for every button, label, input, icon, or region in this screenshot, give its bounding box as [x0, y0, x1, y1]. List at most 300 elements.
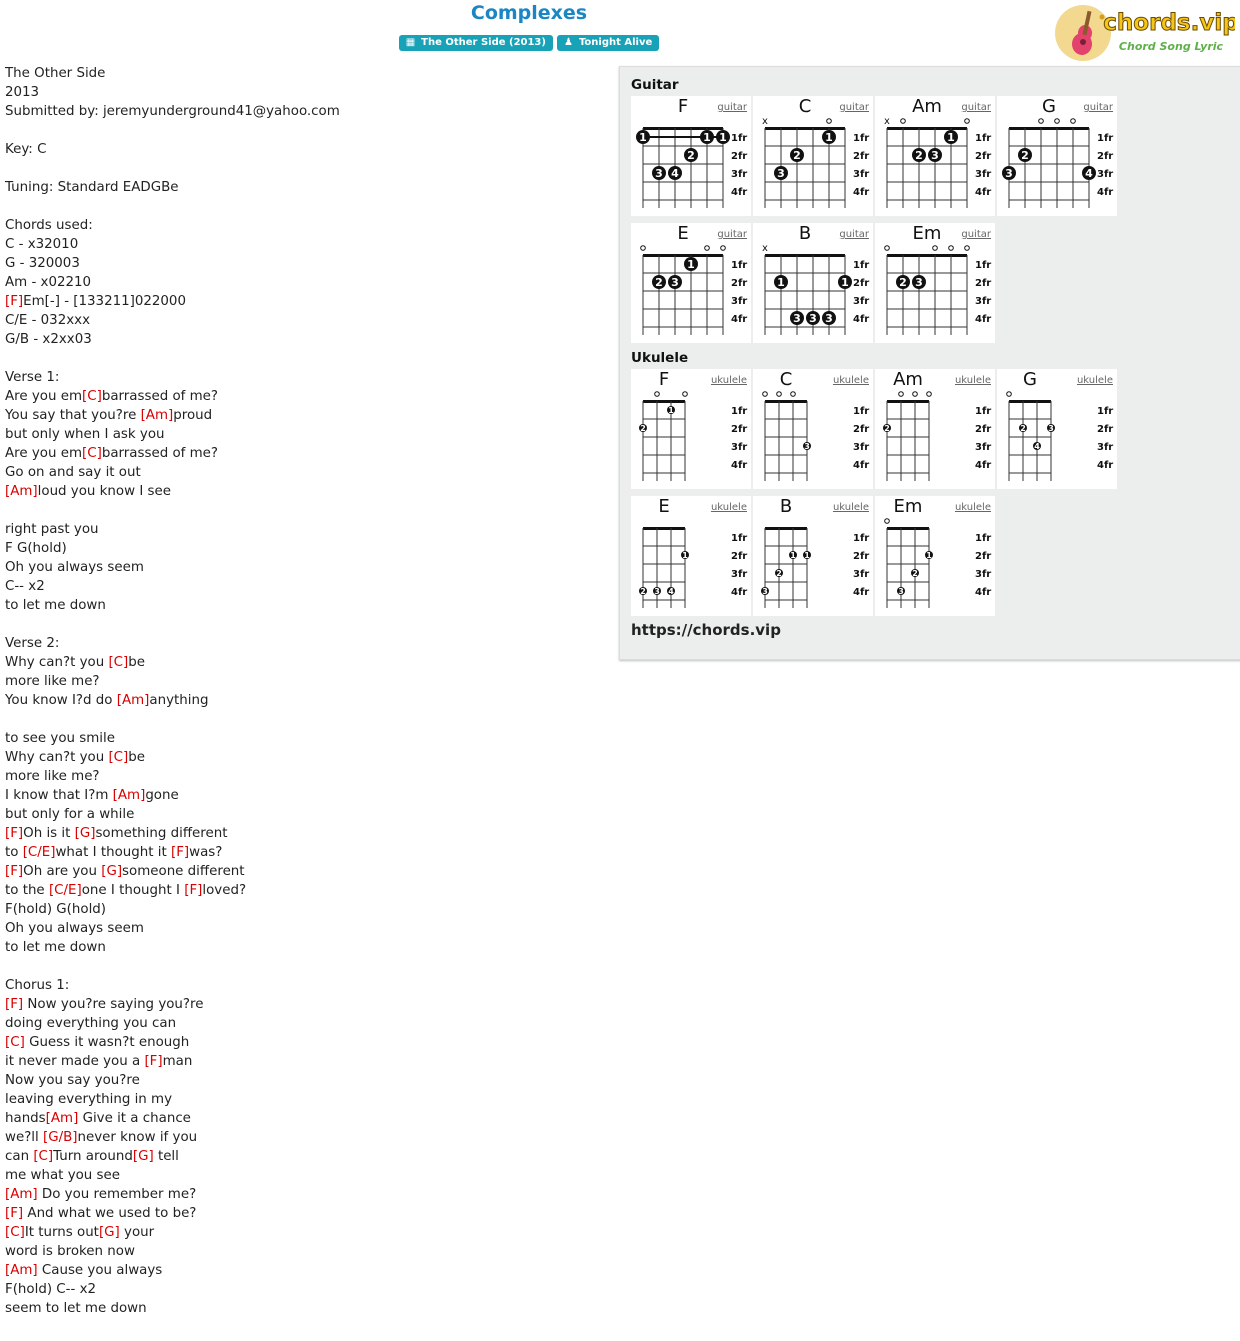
chord-marker[interactable]: [F] [5, 864, 24, 879]
chord-card[interactable] [997, 96, 1117, 216]
nut-line [1009, 400, 1051, 403]
lyric-line [5, 824, 605, 843]
finger-number: 2 [1021, 149, 1029, 162]
lyric-line [5, 767, 605, 786]
nut-line [765, 527, 807, 530]
fret-label: 3fr [731, 569, 748, 580]
finger-number: 3 [671, 276, 679, 289]
logo-wordmark: chords.vip [1103, 10, 1235, 36]
tag-bar [0, 35, 1058, 51]
finger-number: 2 [640, 424, 646, 433]
fret-label: 3fr [975, 442, 992, 453]
finger-number: 3 [762, 587, 768, 596]
finger-number: 3 [655, 167, 663, 180]
finger-number: 4 [671, 167, 679, 180]
lyric-line [5, 292, 605, 311]
lyric-text: hands [5, 1111, 46, 1126]
instrument-link[interactable]: ukulele [832, 375, 869, 386]
chord-marker[interactable]: [Am] [5, 1187, 38, 1202]
nut-line [887, 527, 929, 530]
chord-marker[interactable]: [C/E] [48, 883, 82, 898]
lyric-text: Am - x02210 [5, 275, 92, 290]
lyric-text: someone different [122, 864, 245, 879]
open-string-marker [965, 119, 970, 124]
fret-label: 3fr [853, 442, 870, 453]
lyric-text: Why can?t you [5, 655, 109, 670]
finger-number: 4 [668, 587, 674, 596]
open-string-marker [901, 119, 906, 124]
fret-label: 2fr [731, 424, 748, 435]
chord-card[interactable] [875, 496, 995, 616]
chord-marker[interactable]: [C] [108, 655, 129, 670]
lyric-line [5, 406, 605, 425]
open-string-marker [641, 246, 646, 251]
lyric-text: what I thought it [55, 845, 171, 860]
lyric-text: Key: C [5, 142, 47, 157]
chord-marker[interactable]: [F] [144, 1054, 163, 1069]
lyric-line [5, 425, 605, 444]
fret-label: 1fr [975, 133, 992, 144]
chord-marker[interactable]: [G] [74, 826, 96, 841]
fret-label: 3fr [731, 442, 748, 453]
lyric-text: to let me down [5, 940, 106, 955]
lyric-text: And what we used to be? [23, 1206, 197, 1221]
instrument-link[interactable]: ukulele [954, 502, 991, 513]
finger-number: 1 [841, 276, 849, 289]
lyric-text: to [5, 845, 23, 860]
chord-card[interactable] [631, 369, 751, 489]
lyric-text: leaving everything in my [5, 1092, 173, 1107]
chord-marker[interactable]: [C/E] [22, 845, 56, 860]
lyric-text: me what you see [5, 1168, 121, 1183]
chord-name: C [798, 96, 812, 117]
chord-marker[interactable]: [F] [5, 1206, 24, 1221]
album-tag[interactable] [399, 35, 553, 51]
chord-card[interactable] [753, 223, 873, 343]
lyric-line [5, 254, 605, 273]
chord-marker[interactable]: [C] [5, 1225, 25, 1240]
lyric-text: Chords used: [5, 218, 93, 233]
lyric-line [5, 729, 605, 748]
chord-name: Am [893, 369, 923, 390]
instrument-link[interactable]: ukulele [832, 502, 869, 513]
lyric-text: right past you [5, 522, 99, 537]
lyric-text: Do you remember me? [37, 1187, 197, 1202]
chord-card[interactable] [753, 496, 873, 616]
lyric-line [5, 444, 605, 463]
lyrics-body [5, 64, 605, 1318]
chord-card[interactable] [997, 369, 1117, 489]
lyric-text: Chorus 1: [5, 978, 70, 993]
lyric-text: to let me down [5, 598, 106, 613]
lyric-line [5, 862, 605, 881]
open-string-marker [827, 119, 832, 124]
lyric-text: F G(hold) [5, 541, 67, 556]
open-string-marker [1039, 119, 1044, 124]
open-string-marker [927, 392, 932, 397]
chord-name: G [1023, 369, 1037, 390]
instrument-link[interactable]: guitar [717, 229, 747, 240]
lyric-line [5, 1261, 605, 1280]
chord-marker[interactable]: [C] [33, 1149, 54, 1164]
lyric-text: You say that you?re [5, 408, 141, 423]
fret-label: 3fr [731, 169, 748, 180]
open-string-marker [791, 392, 796, 397]
finger-number: 1 [668, 406, 674, 415]
lyric-line [5, 653, 605, 672]
lyric-line [5, 634, 605, 653]
finger-number: 4 [1034, 442, 1040, 451]
muted-string-marker: x [762, 116, 768, 127]
instrument-link[interactable]: guitar [839, 229, 869, 240]
chord-card[interactable] [631, 223, 751, 343]
fret-label: 4fr [975, 460, 992, 471]
lyric-text: Turn around [53, 1149, 133, 1164]
lyric-line [5, 216, 605, 235]
lyric-line [5, 140, 605, 159]
lyric-text: seem to let me down [5, 1301, 147, 1316]
lyric-line [5, 995, 605, 1014]
lyric-text: anything [149, 693, 209, 708]
fret-label: 2fr [853, 151, 870, 162]
chord-marker[interactable]: [Am] [140, 408, 174, 423]
fret-label: 3fr [1097, 169, 1114, 180]
finger-number: 1 [790, 551, 796, 560]
fret-label: 3fr [853, 296, 870, 307]
lyric-line [5, 64, 605, 83]
lyric-line [5, 672, 605, 691]
lyric-line [5, 615, 605, 634]
lyric-line [5, 1166, 605, 1185]
finger-number: 2 [776, 569, 782, 578]
album-tag-label: The Other Side (2013) [421, 37, 546, 48]
lyric-text: your [119, 1225, 155, 1240]
open-string-marker [949, 246, 954, 251]
lyric-text: can [5, 1149, 34, 1164]
fret-label: 2fr [853, 551, 870, 562]
fret-label: 4fr [1097, 460, 1114, 471]
lyric-line [5, 121, 605, 140]
lyric-line [5, 311, 605, 330]
lyric-text: Oh are you [23, 864, 102, 879]
fret-label: 1fr [1097, 133, 1114, 144]
chord-marker[interactable]: [Am] [116, 693, 150, 708]
fret-label: 1fr [853, 406, 870, 417]
lyric-text: F(hold) C-- x2 [5, 1282, 97, 1297]
chord-card[interactable] [631, 496, 751, 616]
lyric-line [5, 938, 605, 957]
fret-label: 4fr [975, 587, 992, 598]
fret-label: 4fr [731, 460, 748, 471]
lyric-line [5, 1014, 605, 1033]
finger-number: 2 [640, 587, 646, 596]
chord-marker[interactable]: [G/B] [43, 1130, 78, 1145]
lyric-text: more like me? [5, 674, 100, 689]
chord-marker[interactable]: [C] [82, 446, 102, 461]
muted-string-marker: x [884, 116, 890, 127]
finger-number: 2 [1020, 424, 1026, 433]
chord-marker[interactable]: [F] [5, 826, 24, 841]
lyric-line [5, 330, 605, 349]
lyric-text: F(hold) G(hold) [5, 902, 107, 917]
lyric-line [5, 1071, 605, 1090]
finger-number: 1 [639, 131, 647, 144]
instrument-link[interactable]: guitar [717, 102, 747, 113]
fret-label: 1fr [731, 406, 748, 417]
fret-label: 4fr [975, 187, 992, 198]
lyric-text: I know that I?m [5, 788, 113, 803]
open-string-marker [885, 246, 890, 251]
open-string-marker [683, 392, 688, 397]
nut-line [765, 400, 807, 403]
fret-label: 4fr [853, 587, 870, 598]
finger-number: 3 [793, 312, 801, 325]
instrument-link[interactable]: ukulele [954, 375, 991, 386]
finger-number: 1 [687, 258, 695, 271]
chord-name: B [779, 496, 793, 517]
lyric-text: Tuning: Standard EADGBe [5, 180, 179, 195]
lyric-line [5, 976, 605, 995]
finger-number: 3 [825, 312, 833, 325]
finger-number: 1 [703, 131, 711, 144]
chord-card[interactable] [753, 96, 873, 216]
lyric-text: be [128, 750, 145, 765]
lyric-line [5, 159, 605, 178]
lyric-text: something different [95, 826, 228, 841]
instrument-link[interactable]: guitar [839, 102, 869, 113]
fret-label: 4fr [853, 314, 870, 325]
chord-card[interactable] [875, 369, 995, 489]
lyric-line [5, 558, 605, 577]
lyric-line [5, 1185, 605, 1204]
fret-label: 2fr [975, 551, 992, 562]
chord-marker[interactable]: [Am] [5, 484, 38, 499]
fret-label: 3fr [975, 569, 992, 580]
nut-line [643, 527, 685, 530]
lyric-text: Oh you always seem [5, 560, 144, 575]
lyric-line [5, 1052, 605, 1071]
lyric-line [5, 1033, 605, 1052]
chord-marker[interactable]: [C] [108, 750, 129, 765]
finger-number: 2 [655, 276, 663, 289]
lyric-text: proud [173, 408, 213, 423]
lyric-text: Cause you always [37, 1263, 163, 1278]
finger-number: 3 [915, 276, 923, 289]
fret-label: 1fr [731, 533, 748, 544]
site-url[interactable]: https://chords.vip [631, 621, 781, 639]
chord-marker[interactable]: [C] [5, 1035, 25, 1050]
finger-number: 3 [898, 587, 904, 596]
instrument-link[interactable]: ukulele [710, 502, 747, 513]
open-string-marker [655, 392, 660, 397]
lyric-text: was? [189, 845, 223, 860]
lyric-line [5, 273, 605, 292]
lyric-text: Are you em [5, 389, 83, 404]
lyric-line [5, 368, 605, 387]
lyric-text: Verse 1: [5, 370, 60, 385]
lyric-text: it never made you a [5, 1054, 145, 1069]
chord-card[interactable] [753, 369, 873, 489]
lyric-text: Give it a chance [78, 1111, 191, 1126]
chord-card[interactable] [875, 96, 995, 216]
fret-label: 1fr [853, 260, 870, 271]
chord-marker[interactable]: [F] [5, 997, 24, 1012]
chord-marker[interactable]: [C] [82, 389, 102, 404]
chord-panel [619, 66, 1240, 660]
finger-number: 1 [825, 131, 833, 144]
fret-label: 1fr [731, 133, 748, 144]
chord-marker[interactable]: [G] [132, 1149, 154, 1164]
lyric-text: we?ll [5, 1130, 43, 1145]
lyric-text: tell [153, 1149, 179, 1164]
lyric-line [5, 1109, 605, 1128]
lyric-text: Submitted by: jeremyunderground41@yahoo.com [5, 104, 340, 119]
lyric-line [5, 881, 605, 900]
lyric-line [5, 178, 605, 197]
open-string-marker [933, 246, 938, 251]
chord-name: F [658, 369, 670, 390]
lyric-line [5, 1147, 605, 1166]
instrument-link[interactable]: guitar [961, 102, 991, 113]
fret-label: 3fr [975, 296, 992, 307]
fret-label: 1fr [975, 406, 992, 417]
lyric-text: Why can?t you [5, 750, 109, 765]
chord-name: B [798, 223, 812, 244]
fret-label: 4fr [1097, 187, 1114, 198]
user-icon: ♟ [563, 37, 573, 48]
lyric-text: C-- x2 [5, 579, 45, 594]
fret-label: 2fr [853, 424, 870, 435]
instrument-link[interactable]: guitar [961, 229, 991, 240]
lyric-line [5, 748, 605, 767]
finger-number: 2 [912, 569, 918, 578]
fret-label: 4fr [853, 460, 870, 471]
lyric-text: Oh is it [23, 826, 75, 841]
lyric-text: word is broken now [5, 1244, 135, 1259]
fret-label: 1fr [853, 133, 870, 144]
lyric-line [5, 501, 605, 520]
lyric-text: more like me? [5, 769, 100, 784]
open-string-marker [705, 246, 710, 251]
lyric-line [5, 1299, 605, 1318]
chord-card[interactable] [631, 96, 751, 216]
nut-line [887, 254, 967, 257]
lyric-text: barrassed of me? [101, 389, 219, 404]
chord-marker[interactable]: [F] [170, 845, 190, 860]
chord-marker[interactable]: [F] [184, 883, 203, 898]
chord-name: E [677, 223, 689, 244]
chord-name: F [677, 96, 689, 117]
fret-label: 4fr [731, 587, 748, 598]
fret-label: 2fr [975, 151, 992, 162]
fret-label: 2fr [1097, 424, 1114, 435]
song-title: Complexes [470, 2, 588, 24]
lyric-text: C - x32010 [5, 237, 79, 252]
artist-tag[interactable] [557, 35, 659, 51]
muted-string-marker: x [762, 243, 768, 254]
open-string-marker [1055, 119, 1060, 124]
chord-card[interactable] [875, 223, 995, 343]
chord-name: G [1042, 96, 1056, 117]
chord-marker[interactable]: [Am] [5, 1263, 38, 1278]
lyric-line [5, 843, 605, 862]
lyric-text: Are you em [5, 446, 83, 461]
section-heading-ukulele: Ukulele [631, 350, 689, 366]
nut-line [765, 127, 845, 130]
fret-label: 3fr [853, 569, 870, 580]
instrument-link[interactable]: ukulele [1076, 375, 1113, 386]
lyric-text: gone [145, 788, 179, 803]
fret-label: 2fr [853, 278, 870, 289]
finger-number: 3 [777, 167, 785, 180]
lyric-line [5, 577, 605, 596]
fret-label: 2fr [731, 551, 748, 562]
fret-label: 1fr [975, 260, 992, 271]
chord-marker[interactable]: [Am] [112, 788, 146, 803]
finger-number: 1 [947, 131, 955, 144]
lyric-text: man [162, 1054, 193, 1069]
nut-line [643, 254, 723, 257]
open-string-marker [1071, 119, 1076, 124]
lyric-text: You know I?d do [5, 693, 117, 708]
lyric-text: The Other Side [5, 66, 106, 81]
chord-marker[interactable]: [G] [101, 864, 123, 879]
logo-graphic [1055, 3, 1235, 63]
chord-marker[interactable]: [F] [5, 294, 24, 309]
lyric-line [5, 482, 605, 501]
lyric-text: but only when I ask you [5, 427, 165, 442]
lyric-text: doing everything you can [5, 1016, 177, 1031]
finger-number: 1 [682, 551, 688, 560]
finger-number: 2 [793, 149, 801, 162]
chord-marker[interactable]: [G] [98, 1225, 120, 1240]
nut-line [765, 254, 845, 257]
lyric-line [5, 1280, 605, 1299]
instrument-link[interactable]: ukulele [710, 375, 747, 386]
site-logo[interactable] [1055, 3, 1235, 63]
chord-name: Am [912, 96, 942, 117]
fret-label: 4fr [731, 314, 748, 325]
lyric-text: never know if you [77, 1130, 198, 1145]
lyric-text: Guess it wasn?t enough [24, 1035, 190, 1050]
finger-number: 3 [1005, 167, 1013, 180]
lyric-line [5, 1090, 605, 1109]
fret-label: 2fr [731, 151, 748, 162]
lyric-line [5, 1242, 605, 1261]
lyric-text: Now you say you?re [5, 1073, 140, 1088]
lyric-text: Now you?re saying you?re [23, 997, 204, 1012]
lyric-line [5, 1128, 605, 1147]
fret-label: 3fr [853, 169, 870, 180]
finger-number: 4 [1085, 167, 1093, 180]
fret-label: 4fr [731, 187, 748, 198]
lyric-line [5, 235, 605, 254]
chord-name: E [658, 496, 670, 517]
finger-number: 2 [915, 149, 923, 162]
fret-label: 1fr [975, 533, 992, 544]
lyric-text: to the [5, 883, 49, 898]
fret-label: 3fr [731, 296, 748, 307]
lyric-text: to see you smile [5, 731, 115, 746]
chord-marker[interactable]: [Am] [45, 1111, 79, 1126]
lyric-line [5, 520, 605, 539]
lyric-text: C/E - 032xxx [5, 313, 90, 328]
lyric-line [5, 710, 605, 729]
nut-line [887, 400, 929, 403]
finger-number: 2 [884, 424, 890, 433]
instrument-link[interactable]: guitar [1083, 102, 1113, 113]
open-string-marker [965, 246, 970, 251]
